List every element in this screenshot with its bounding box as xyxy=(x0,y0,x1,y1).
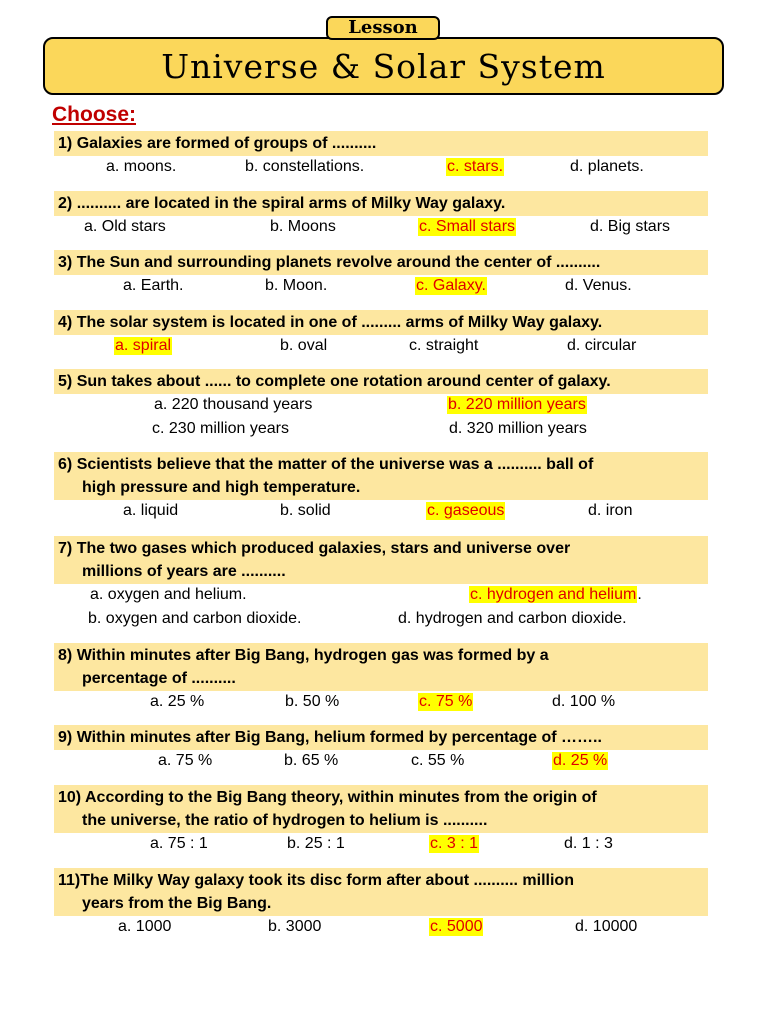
option-c[interactable]: c. 230 million years xyxy=(152,420,289,437)
option-b[interactable]: b. Moons xyxy=(270,218,336,235)
option-a[interactable]: a. moons. xyxy=(106,158,177,175)
question-text: 11)The Milky Way galaxy took its disc form after about .......... million years from the Big Bang. xyxy=(54,868,708,916)
question-text: 9) Within minutes after Big Bang, helium formed by percentage of …….. xyxy=(54,725,708,750)
question-7 xyxy=(54,536,708,632)
option-b[interactable]: b. 65 % xyxy=(284,752,339,769)
option-b[interactable]: b. oxygen and carbon dioxide. xyxy=(88,610,302,627)
options-row xyxy=(54,216,708,240)
option-b[interactable]: b. 3000 xyxy=(268,918,322,935)
question-text: 2) .......... are located in the spiral arms of Milky Way galaxy. xyxy=(54,191,708,216)
option-d[interactable]: d. 10000 xyxy=(575,918,638,935)
option-d-answer[interactable]: d. 25 % xyxy=(553,752,608,769)
option-d[interactable]: d. 320 million years xyxy=(449,420,587,437)
question-2 xyxy=(54,191,708,240)
question-text: 10) According to the Big Bang theory, within minutes from the origin of the universe, the ratio of hydrogen to helium is .......... xyxy=(54,785,708,833)
option-c-answer[interactable]: c. gaseous xyxy=(427,502,505,519)
question-9 xyxy=(54,725,708,774)
option-a[interactable]: a. 25 % xyxy=(150,693,205,710)
question-5 xyxy=(54,369,708,442)
option-a[interactable]: a. 75 : 1 xyxy=(150,835,208,852)
option-a[interactable]: a. 220 thousand years xyxy=(154,396,313,413)
option-d[interactable]: d. hydrogen and carbon dioxide. xyxy=(398,610,627,627)
question-1 xyxy=(54,131,708,180)
options-row xyxy=(54,335,708,359)
option-a[interactable]: a. 1000 xyxy=(118,918,172,935)
option-c-answer[interactable]: c. Galaxy. xyxy=(416,277,486,294)
option-a[interactable]: a. oxygen and helium. xyxy=(90,586,247,603)
options-row xyxy=(54,394,708,418)
option-b[interactable]: b. 50 % xyxy=(285,693,340,710)
option-d[interactable]: d. iron xyxy=(588,502,633,519)
options-row xyxy=(54,500,708,524)
page-title: Universe & Solar System xyxy=(43,37,724,95)
options-row xyxy=(54,275,708,299)
option-a[interactable]: a. liquid xyxy=(123,502,179,519)
options-row xyxy=(54,916,708,940)
option-c[interactable]: c. 55 % xyxy=(411,752,465,769)
question-text: 7) The two gases which produced galaxies, stars and universe over millions of years are .......... xyxy=(54,536,708,584)
option-d[interactable]: d. planets. xyxy=(570,158,644,175)
options-row xyxy=(54,833,708,857)
option-b[interactable]: b. oval xyxy=(280,337,328,354)
section-label: Choose: xyxy=(52,103,136,126)
option-c-answer[interactable]: c. 3 : 1 xyxy=(430,835,479,852)
option-c-answer[interactable]: c. hydrogen and helium. xyxy=(470,586,642,603)
option-b[interactable]: b. 25 : 1 xyxy=(287,835,345,852)
option-c-answer[interactable]: c. 75 % xyxy=(419,693,473,710)
question-text: 8) Within minutes after Big Bang, hydrogen gas was formed by a percentage of .......... xyxy=(54,643,708,691)
option-d[interactable]: d. Venus. xyxy=(565,277,632,294)
options-row xyxy=(54,156,708,180)
option-c-answer[interactable]: c. stars. xyxy=(447,158,504,175)
question-4 xyxy=(54,310,708,359)
question-text: 5) Sun takes about ...... to complete one rotation around center of galaxy. xyxy=(54,369,708,394)
question-11 xyxy=(54,868,708,940)
option-b-answer[interactable]: b. 220 million years xyxy=(448,396,586,413)
option-b[interactable]: b. solid xyxy=(280,502,331,519)
question-3 xyxy=(54,250,708,299)
question-8 xyxy=(54,643,708,715)
question-text: 3) The Sun and surrounding planets revolve around the center of .......... xyxy=(54,250,708,275)
option-d[interactable]: d. 100 % xyxy=(552,693,616,710)
option-c[interactable]: c. straight xyxy=(409,337,479,354)
option-b[interactable]: b. constellations. xyxy=(245,158,365,175)
question-6 xyxy=(54,452,708,524)
question-text: 4) The solar system is located in one of ......... arms of Milky Way galaxy. xyxy=(54,310,708,335)
options-row xyxy=(54,584,708,608)
option-b[interactable]: b. Moon. xyxy=(265,277,328,294)
option-d[interactable]: d. Big stars xyxy=(590,218,671,235)
options-row xyxy=(54,418,708,442)
question-text: 6) Scientists believe that the matter of the universe was a .......... ball of high pressure and high temperature. xyxy=(54,452,708,500)
lesson-tag: Lesson xyxy=(326,16,440,40)
question-10 xyxy=(54,785,708,857)
option-a[interactable]: a. Old stars xyxy=(84,218,166,235)
question-text: 1) Galaxies are formed of groups of .......... xyxy=(54,131,708,156)
options-row xyxy=(54,691,708,715)
option-a[interactable]: a. Earth. xyxy=(123,277,184,294)
option-a[interactable]: a. 75 % xyxy=(158,752,213,769)
option-c-answer[interactable]: c. 5000 xyxy=(430,918,483,935)
options-row xyxy=(54,608,708,632)
option-c-answer[interactable]: c. Small stars xyxy=(419,218,516,235)
option-d[interactable]: d. 1 : 3 xyxy=(564,835,613,852)
option-d[interactable]: d. circular xyxy=(567,337,637,354)
option-a-answer[interactable]: a. spiral xyxy=(115,337,172,354)
options-row xyxy=(54,750,708,774)
